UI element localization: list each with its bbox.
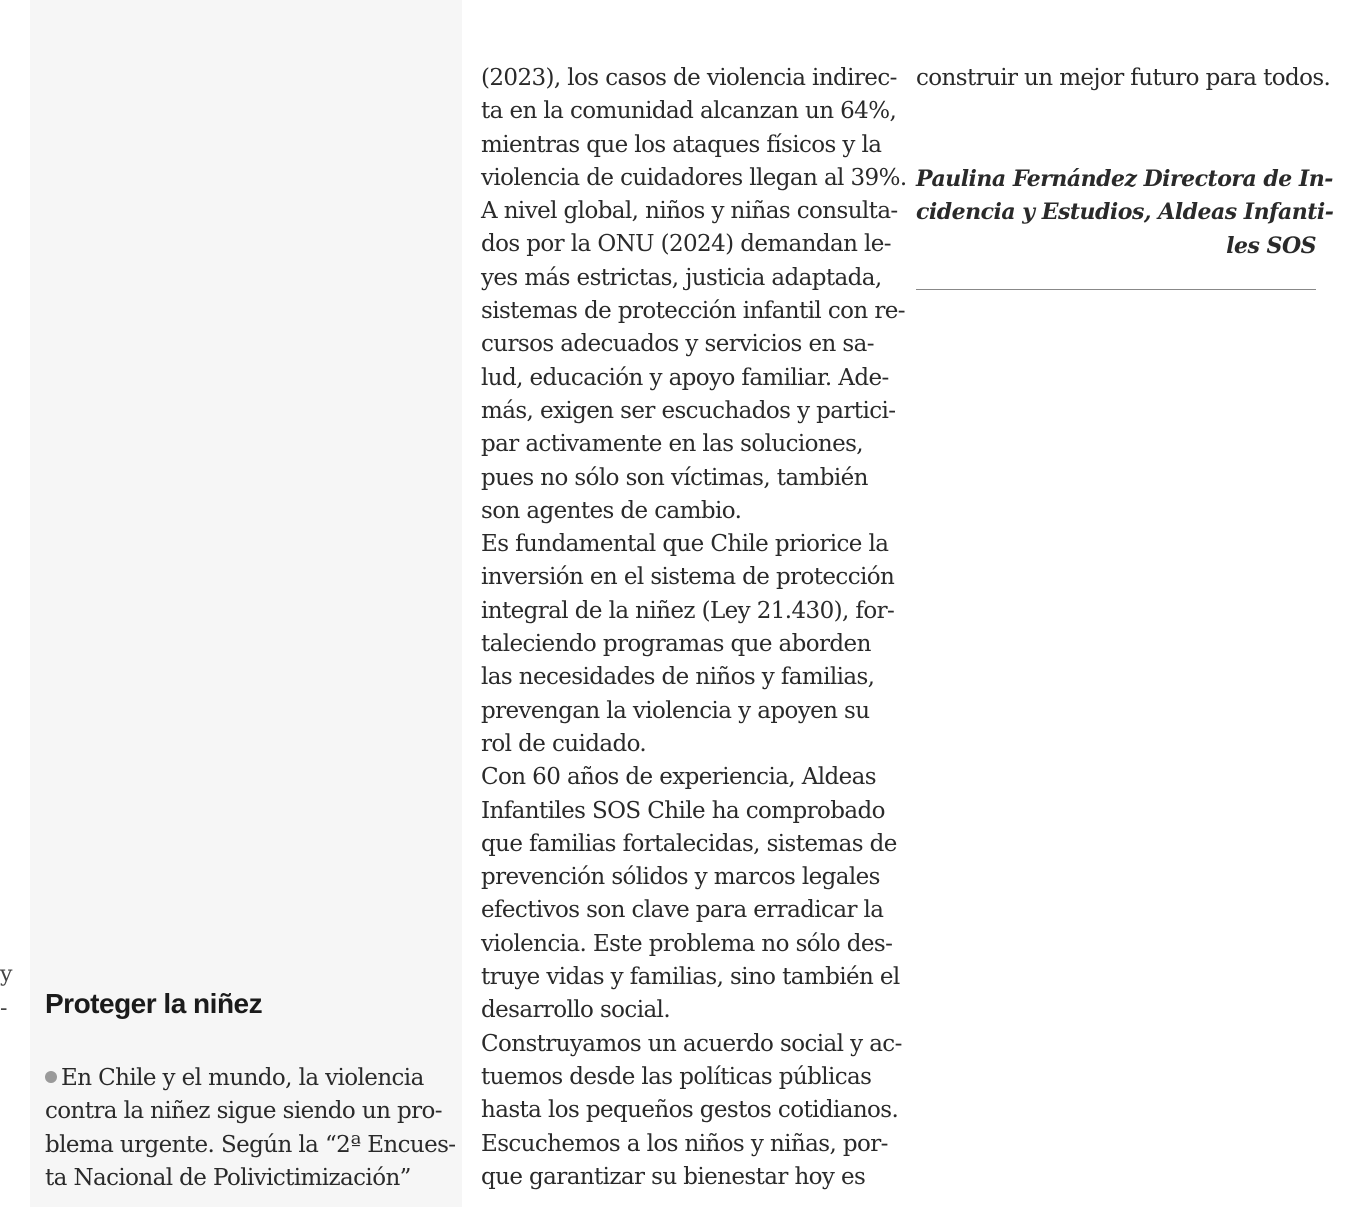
text-line: hasta los pequeños gestos cotidianos.: [481, 1097, 899, 1124]
signature-line: les SOS: [1226, 232, 1316, 259]
divider-rule: [916, 289, 1316, 290]
signature-line: cidencia y Estudios, Aldeas Infanti-: [916, 199, 1334, 226]
text-line: las necesidades de niños y familias,: [481, 664, 875, 691]
text-line: violencia de cuidadores llegan al 39%.: [481, 164, 907, 191]
text-line: más, exigen ser escuchados y partici-: [481, 397, 896, 424]
text-line: violencia. Este problema no sólo des-: [481, 930, 893, 957]
text-line: tuemos desde las políticas públicas: [481, 1063, 872, 1090]
text-line: truye vidas y familias, sino también el: [481, 964, 900, 991]
text-line: Es fundamental que Chile priorice la: [481, 531, 889, 558]
text-line: Infantiles SOS Chile ha comprobado: [481, 797, 885, 824]
text-line: rol de cuidado.: [481, 730, 647, 757]
text-line-content: En Chile y el mundo, la violencia: [61, 1065, 424, 1091]
text-line: sistemas de protección infantil con re-: [481, 298, 905, 325]
right-column: [916, 62, 1331, 95]
edge-fragment: -: [0, 996, 8, 1021]
left-column-background: [30, 0, 462, 1207]
text-line: pues no sólo son víctimas, también: [481, 464, 868, 491]
text-line: que garantizar su bienestar hoy es: [481, 1163, 866, 1190]
text-line: Escuchemos a los niños y niñas, por-: [481, 1130, 888, 1157]
left-column: [45, 1062, 456, 1195]
signature-line: Paulina Fernández Directora de In-: [916, 166, 1333, 192]
text-line: Con 60 años de experiencia, Aldeas: [481, 764, 876, 791]
text-line: prevención sólidos y marcos legales: [481, 864, 880, 891]
text-line: mientras que los ataques físicos y la: [481, 131, 882, 158]
text-line: prevengan la violencia y apoyen su: [481, 697, 870, 724]
text-line: que familias fortalecidas, sistemas de: [481, 830, 897, 857]
text-line: Construyamos un acuerdo social y ac-: [481, 1030, 902, 1057]
text-line: par activamente en las soluciones,: [481, 431, 863, 458]
middle-column: [481, 62, 907, 1194]
text-line: integral de la niñez (Ley 21.430), for-: [481, 597, 895, 624]
text-line: cursos adecuados y servicios en sa-: [481, 331, 874, 358]
text-line: ta Nacional de Polivictimización”: [45, 1164, 411, 1191]
text-line: construir un mejor futuro para todos.: [916, 65, 1331, 91]
text-line: blema urgente. Según la “2ª Encues-: [45, 1131, 456, 1158]
text-line: son agentes de cambio.: [481, 497, 742, 524]
bullet-icon: [45, 1071, 57, 1083]
text-line: efectivos son clave para erradicar la: [481, 897, 884, 924]
text-line: taleciendo programas que aborden: [481, 631, 871, 658]
text-line: [45, 1062, 445, 1095]
text-line: (2023), los casos de violencia indirec-: [481, 65, 897, 91]
text-line: desarrollo social.: [481, 997, 671, 1024]
text-line: inversión en el sistema de protección: [481, 564, 895, 591]
text-line: yes más estrictas, justicia adaptada,: [481, 264, 882, 291]
text-line: ta en la comunidad alcanzan un 64%,: [481, 98, 897, 125]
text-line: dos por la ONU (2024) demandan le-: [481, 231, 891, 258]
text-line: contra la niñez sigue siendo un pro-: [45, 1098, 442, 1125]
text-line: lud, educación y apoyo familiar. Ade-: [481, 364, 889, 391]
text-line: A nivel global, niños y niñas consulta-: [481, 198, 898, 225]
author-signature: [916, 163, 1334, 263]
article-heading: Proteger la niñez: [45, 988, 263, 1019]
edge-fragment: y: [0, 962, 13, 987]
